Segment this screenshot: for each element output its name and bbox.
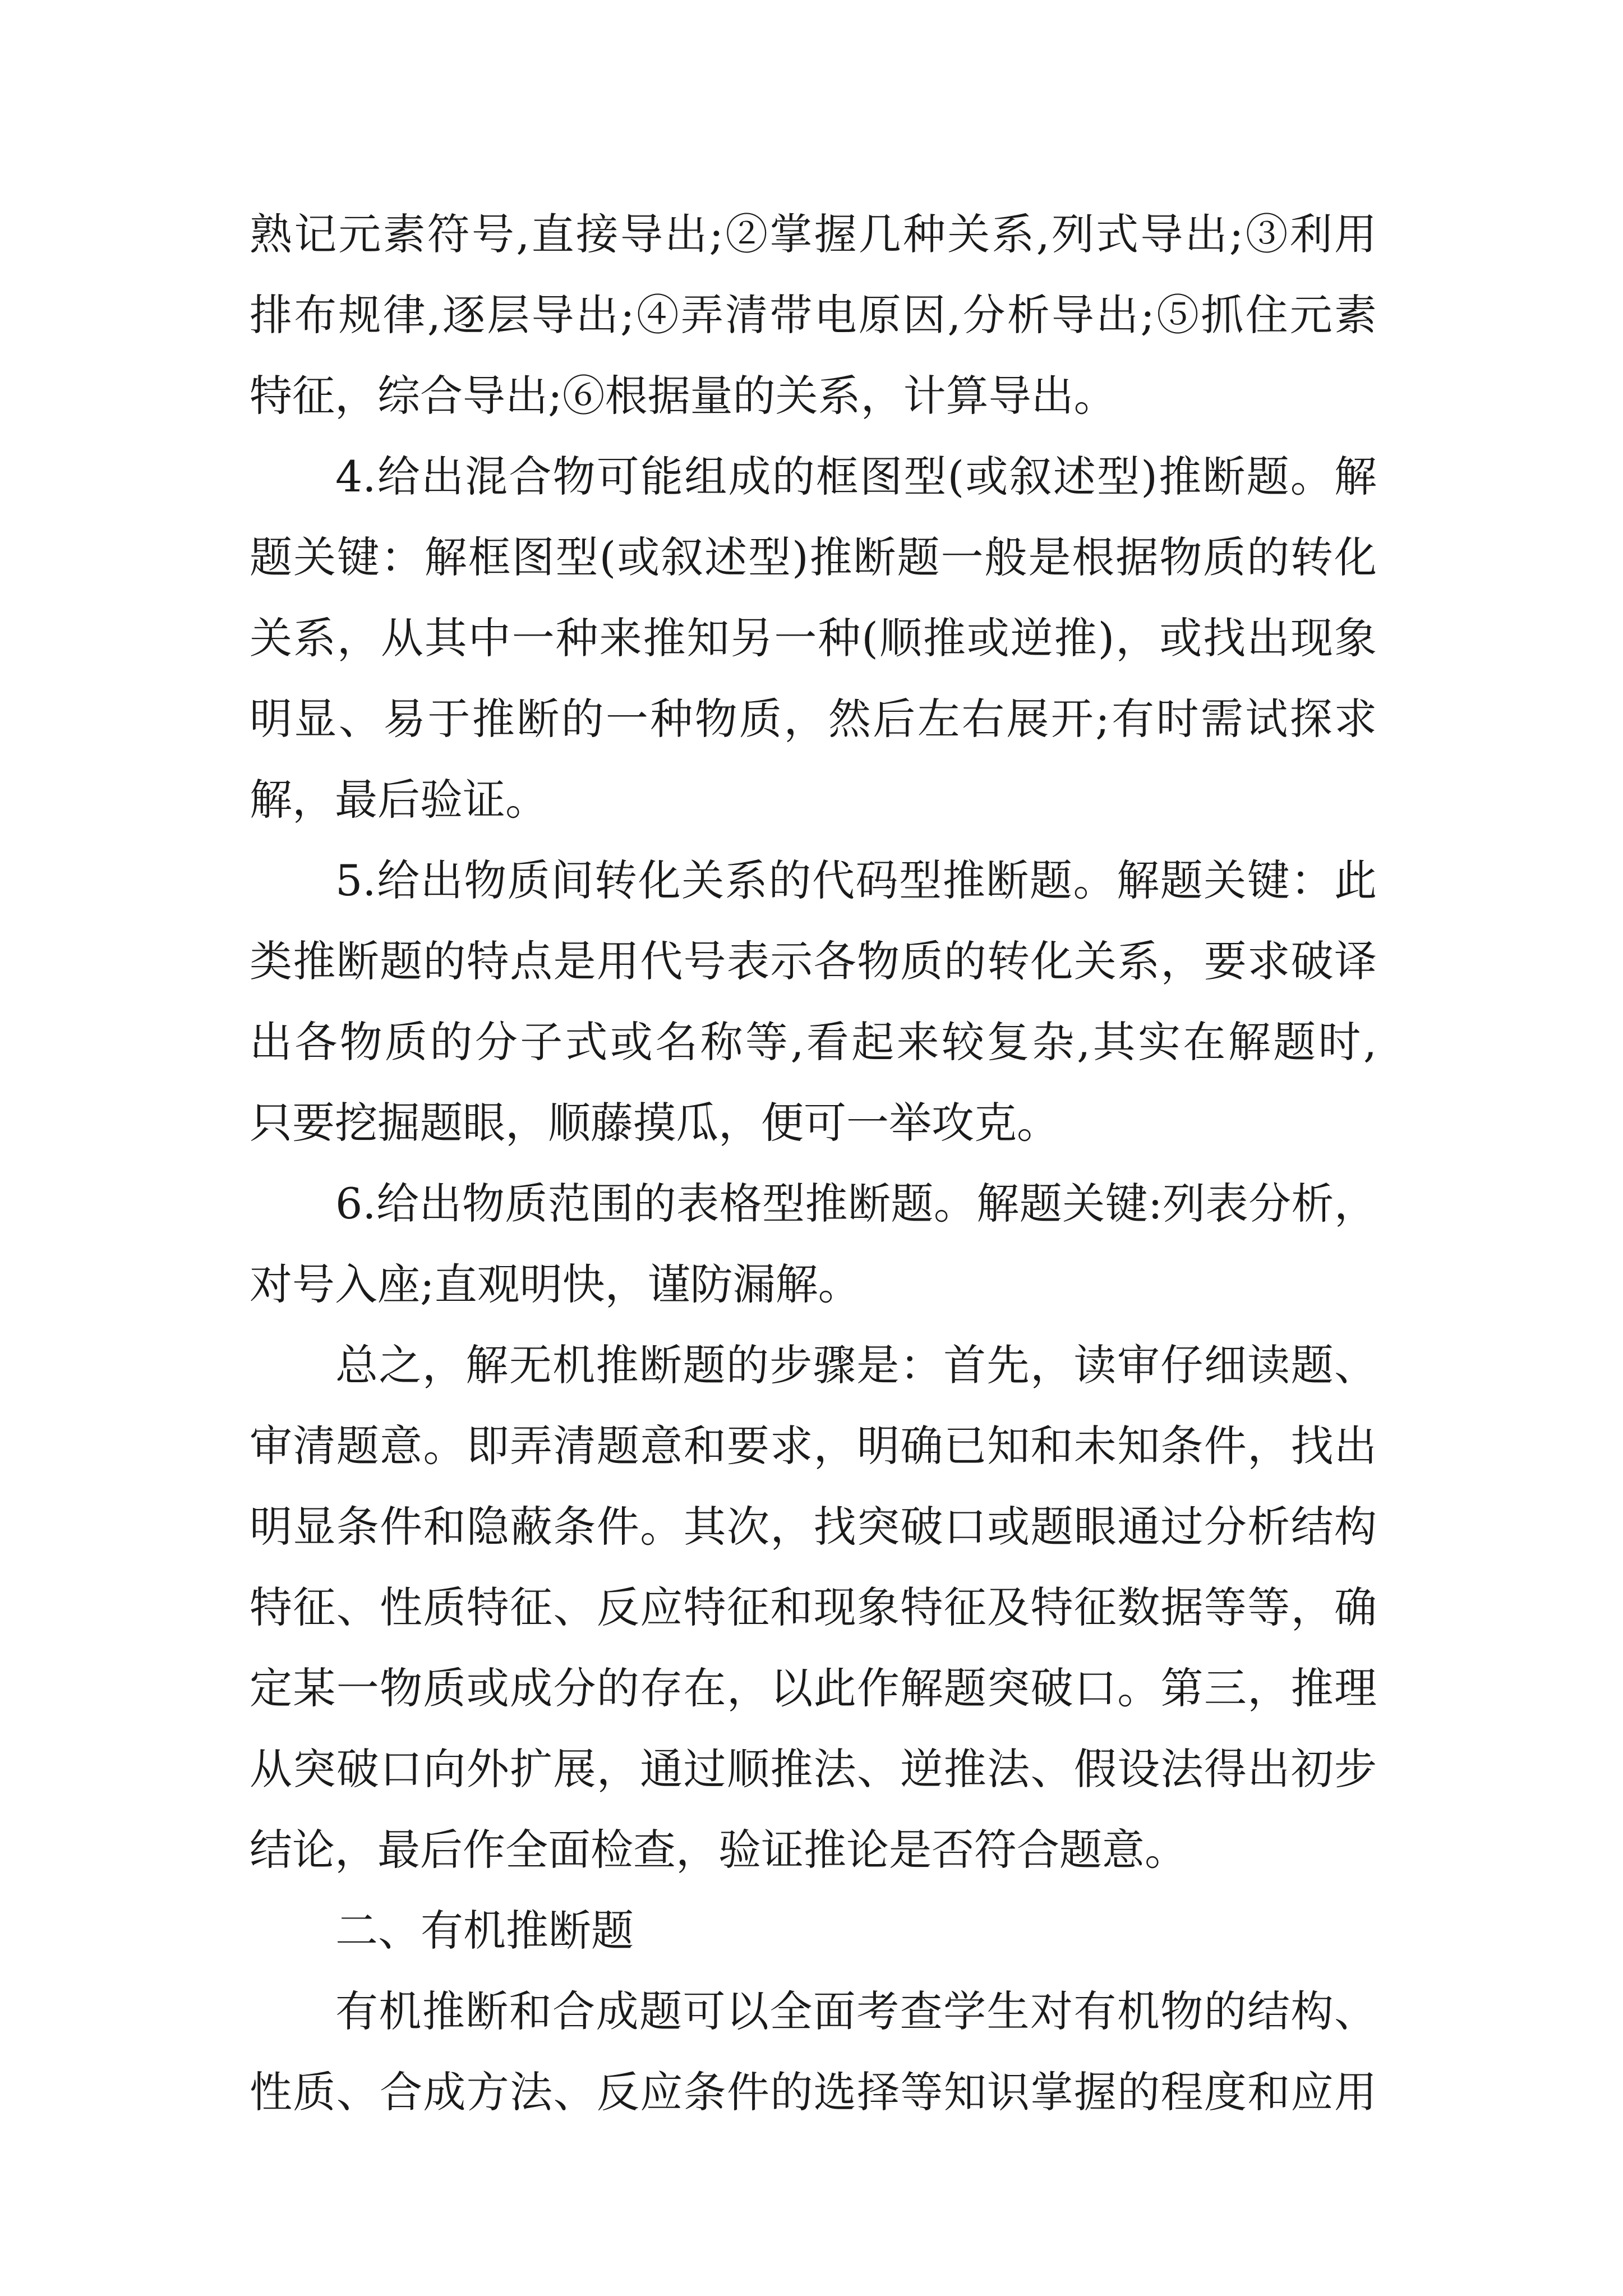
paragraph-line: 熟记元素符号,直接导出;②掌握几种关系,列式导出;③利用 <box>250 209 1377 259</box>
paragraph-line: 解，最后验证。 <box>250 775 548 825</box>
paragraph-line: 题关键：解框图型(或叙述型)推断题一般是根据物质的转化 <box>250 532 1377 582</box>
paragraph-line: 有机推断和合成题可以全面考查学生对有机物的结构、 <box>335 1986 1377 2036</box>
section-heading: 二、有机推断题 <box>335 1906 634 1955</box>
paragraph-line: 特征，综合导出;⑥根据量的关系，计算导出。 <box>250 371 1117 421</box>
paragraph-line: 出各物质的分子式或名称等,看起来较复杂,其实在解题时, <box>250 1017 1377 1067</box>
paragraph-line: 5.给出物质间转化关系的代码型推断题。解题关键：此 <box>335 855 1377 905</box>
paragraph-line: 从突破口向外扩展，通过顺推法、逆推法、假设法得出初步 <box>250 1744 1377 1794</box>
paragraph-line: 审清题意。即弄清题意和要求，明确已知和未知条件，找出 <box>250 1421 1377 1471</box>
paragraph-line: 总之，解无机推断题的步骤是：首先，读审仔细读题、 <box>335 1340 1377 1390</box>
paragraph-line: 类推断题的特点是用代号表示各物质的转化关系，要求破译 <box>250 936 1377 986</box>
paragraph-line: 关系，从其中一种来推知另一种(顺推或逆推)，或找出现象 <box>250 613 1377 663</box>
paragraph-line: 结论，最后作全面检查，验证推论是否符合题意。 <box>250 1825 1187 1875</box>
paragraph-line: 明显条件和隐蔽条件。其次，找突破口或题眼通过分析结构 <box>250 1502 1377 1552</box>
paragraph-line: 排布规律,逐层导出;④弄清带电原因,分析导出;⑤抓住元素 <box>250 290 1377 340</box>
paragraph-line: 定某一物质或成分的存在，以此作解题突破口。第三，推理 <box>250 1663 1377 1713</box>
paragraph-line: 4.给出混合物可能组成的框图型(或叙述型)推断题。解 <box>335 452 1377 501</box>
paragraph-line: 对号入座;直观明快，谨防漏解。 <box>250 1259 861 1309</box>
paragraph-line: 明显、易于推断的一种物质，然后左右展开;有时需试探求 <box>250 694 1377 744</box>
paragraph-line: 6.给出物质范围的表格型推断题。解题关键:列表分析， <box>335 1179 1377 1228</box>
paragraph-line: 性质、合成方法、反应条件的选择等知识掌握的程度和应用 <box>250 2067 1377 2117</box>
paragraph-line: 特征、性质特征、反应特征和现象特征及特征数据等等，确 <box>250 1582 1377 1632</box>
paragraph-line: 只要挖掘题眼，顺藤摸瓜，便可一举攻克。 <box>250 1098 1059 1148</box>
